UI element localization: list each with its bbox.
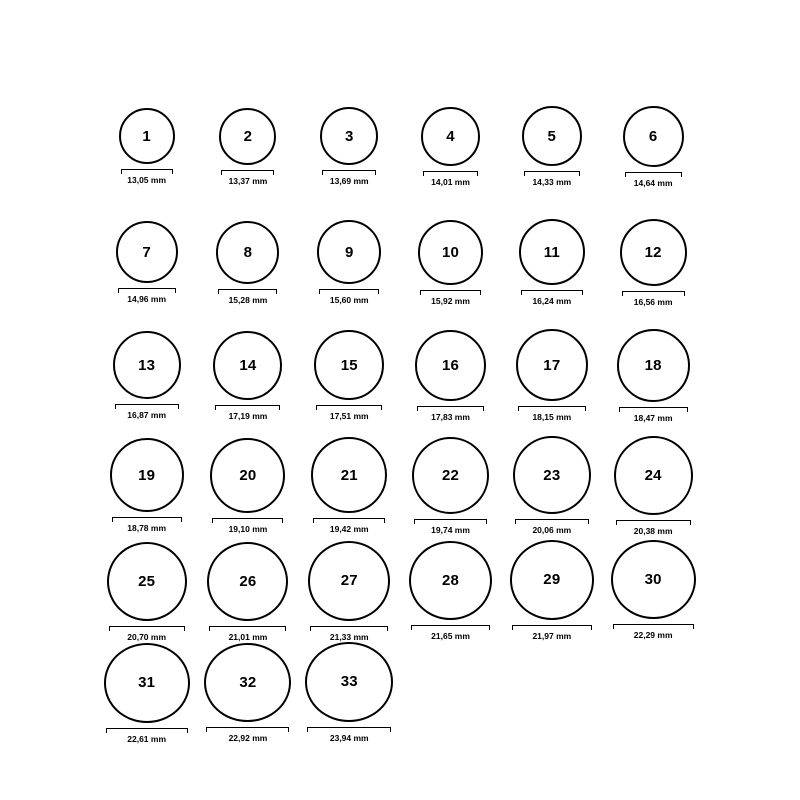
ring-diameter-label: 14,01 mm	[431, 176, 470, 187]
ring-measure	[524, 171, 580, 187]
ring-measure-bar	[112, 517, 182, 522]
ring-size-cell[interactable]	[400, 321, 501, 430]
ring-measure	[118, 288, 176, 304]
ring-circle	[107, 542, 187, 621]
ring-measure	[206, 727, 289, 743]
ring-diameter-label: 19,74 mm	[431, 524, 470, 535]
ring-diameter-label: 17,51 mm	[329, 411, 369, 421]
ring-measure-bar	[109, 626, 185, 631]
ring-measure	[109, 626, 185, 642]
ring-diameter-label: 21,65 mm	[431, 631, 470, 641]
ring-diameter-label: 14,33 mm	[532, 177, 572, 187]
ring-size-cell[interactable]	[602, 538, 703, 640]
ring-diameter-label: 17,83 mm	[431, 411, 470, 422]
ring-measure-bar	[518, 406, 586, 411]
ring-circle	[620, 219, 687, 286]
ring-size-number: 5	[547, 127, 557, 145]
ring-measure-bar	[313, 518, 385, 523]
ring-diameter-label: 21,97 mm	[532, 630, 572, 641]
ring-circle	[113, 331, 181, 399]
ring-measure	[616, 520, 691, 536]
ring-measure	[221, 170, 274, 186]
ring-diameter-label: 13,05 mm	[127, 175, 167, 185]
ring-measure	[215, 405, 280, 421]
ring-size-cell[interactable]	[400, 538, 501, 641]
ring-measure-bar	[307, 727, 391, 732]
ring-size-cell[interactable]	[197, 642, 298, 743]
ring-size-number: 12	[644, 243, 662, 261]
ring-size-grid	[96, 92, 704, 743]
ring-measure	[521, 290, 583, 306]
ring-measure	[209, 626, 286, 642]
ring-size-number: 15	[340, 356, 358, 374]
ring-circle	[216, 221, 279, 284]
ring-size-cell[interactable]	[96, 208, 197, 321]
ring-diameter-label: 18,47 mm	[633, 412, 673, 423]
ring-size-cell[interactable]	[501, 208, 602, 319]
ring-circle	[617, 329, 690, 402]
ring-size-cell[interactable]	[96, 642, 197, 743]
ring-size-cell[interactable]	[96, 431, 197, 538]
ring-diameter-label: 13,37 mm	[228, 175, 268, 186]
ring-measure-bar	[524, 171, 580, 176]
ring-size-number: 19	[138, 466, 156, 484]
ring-diameter-label: 21,33 mm	[329, 631, 369, 642]
ring-size-number: 4	[446, 127, 455, 145]
ring-measure-bar	[512, 625, 592, 630]
ring-size-cell[interactable]	[602, 208, 703, 319]
ring-size-cell[interactable]	[197, 431, 298, 538]
ring-measure	[212, 518, 283, 534]
ring-diameter-label: 22,92 mm	[228, 733, 268, 743]
ring-measure	[613, 624, 694, 640]
ring-diameter-label: 16,24 mm	[532, 296, 572, 306]
ring-measure	[518, 406, 586, 422]
ring-measure-bar	[515, 519, 589, 524]
ring-size-cell[interactable]	[96, 92, 197, 208]
ring-circle	[421, 107, 480, 166]
ring-measure-bar	[121, 169, 173, 174]
ring-size-cell[interactable]	[400, 208, 501, 320]
ring-measure-bar	[322, 170, 376, 175]
ring-size-number: 23	[543, 466, 561, 484]
ring-size-cell[interactable]	[197, 321, 298, 431]
ring-circle	[308, 541, 390, 621]
ring-size-number: 18	[644, 356, 662, 374]
ring-circle	[210, 438, 285, 513]
ring-circle	[513, 436, 591, 514]
ring-measure	[420, 290, 481, 306]
ring-circle	[614, 436, 693, 515]
ring-size-number: 6	[648, 127, 658, 145]
ring-size-cell[interactable]	[400, 92, 501, 207]
ring-measure	[307, 727, 391, 743]
ring-diameter-label: 15,92 mm	[431, 295, 470, 306]
ring-circle	[110, 438, 184, 512]
ring-diameter-label: 21,01 mm	[228, 631, 268, 642]
ring-diameter-label: 14,64 mm	[633, 177, 673, 188]
ring-circle	[305, 642, 393, 722]
ring-measure-bar	[316, 405, 382, 410]
ring-size-cell[interactable]	[299, 431, 400, 537]
ring-size-number: 21	[340, 466, 358, 484]
ring-size-cell[interactable]	[602, 92, 703, 206]
ring-measure	[313, 518, 385, 534]
ring-diameter-label: 18,78 mm	[127, 523, 167, 533]
ring-size-number: 8	[243, 243, 253, 261]
ring-circle	[516, 329, 588, 401]
ring-size-number: 3	[344, 127, 354, 145]
ring-size-cell[interactable]	[501, 321, 602, 429]
ring-circle	[519, 219, 585, 285]
ring-diameter-label: 16,87 mm	[127, 410, 167, 420]
ring-size-cell[interactable]	[299, 208, 400, 320]
ring-size-number: 14	[239, 356, 257, 374]
ring-measure	[310, 626, 388, 642]
ring-circle	[418, 220, 483, 285]
ring-measure-bar	[115, 404, 179, 409]
ring-size-number: 24	[644, 466, 662, 484]
ring-circle	[116, 221, 178, 283]
ring-measure	[423, 171, 478, 187]
ring-size-cell[interactable]	[96, 538, 197, 642]
ring-size-number: 1	[142, 127, 151, 145]
ring-size-number: 22	[441, 466, 460, 484]
ring-measure-bar	[206, 727, 289, 732]
ring-circle	[219, 108, 276, 165]
ring-measure	[316, 405, 382, 421]
ring-measure-bar	[414, 519, 487, 524]
ring-measure	[121, 169, 173, 185]
ring-diameter-label: 16,56 mm	[633, 296, 673, 307]
ring-size-cell[interactable]	[96, 321, 197, 431]
ring-measure-bar	[411, 625, 490, 630]
ring-measure	[625, 172, 682, 188]
ring-size-number: 13	[138, 356, 156, 374]
ring-size-cell[interactable]	[501, 538, 602, 640]
ring-diameter-label: 17,19 mm	[228, 410, 268, 421]
ring-measure-bar	[420, 290, 481, 295]
ring-measure-bar	[521, 290, 583, 295]
ring-diameter-label: 18,15 mm	[532, 412, 572, 422]
ring-diameter-label: 20,06 mm	[532, 525, 572, 535]
ring-measure-bar	[619, 407, 688, 412]
ring-circle	[415, 330, 486, 401]
ring-measure-bar	[106, 728, 188, 733]
ring-diameter-label: 19,10 mm	[228, 523, 268, 534]
ring-circle	[611, 540, 696, 620]
ring-size-number: 29	[543, 571, 561, 589]
ring-size-number: 33	[340, 673, 358, 691]
ring-size-number: 2	[243, 127, 253, 145]
ring-size-number: 9	[344, 243, 354, 261]
ring-circle	[204, 643, 291, 723]
ring-measure-bar	[616, 520, 691, 525]
ring-size-number: 20	[239, 466, 257, 484]
ring-size-number: 25	[138, 573, 156, 591]
ring-size-cell[interactable]	[299, 538, 400, 641]
ring-circle	[213, 331, 282, 400]
ring-measure	[319, 289, 379, 305]
ring-size-number: 17	[543, 356, 561, 374]
ring-measure-bar	[625, 172, 682, 177]
ring-size-number: 16	[441, 356, 460, 374]
ring-measure	[622, 291, 685, 307]
ring-measure	[411, 625, 490, 641]
ring-measure-bar	[218, 289, 277, 294]
ring-measure	[112, 517, 182, 533]
ring-size-cell[interactable]	[602, 431, 703, 536]
ring-circle	[522, 106, 582, 166]
ring-size-number: 11	[543, 243, 560, 261]
ring-measure-bar	[622, 291, 685, 296]
ring-size-cell[interactable]	[400, 431, 501, 537]
ring-size-cell[interactable]	[197, 208, 298, 321]
ring-circle	[623, 106, 684, 167]
ring-circle	[311, 437, 387, 513]
ring-diameter-label: 14,96 mm	[127, 294, 167, 304]
ring-circle	[104, 643, 190, 723]
ring-measure-bar	[209, 626, 286, 631]
ring-size-cell[interactable]	[602, 321, 703, 429]
ring-measure	[322, 170, 376, 186]
ring-measure	[417, 406, 484, 422]
ring-circle	[320, 107, 378, 165]
ring-size-number: 31	[138, 674, 156, 692]
ring-size-cell[interactable]	[501, 92, 602, 206]
ring-measure-bar	[319, 289, 379, 294]
ring-measure-bar	[310, 626, 388, 631]
ring-diameter-label: 20,70 mm	[127, 632, 167, 643]
ring-measure	[414, 519, 487, 535]
ring-size-number: 32	[239, 673, 257, 691]
ring-size-number: 26	[239, 572, 257, 590]
ring-diameter-label: 15,60 mm	[329, 295, 369, 305]
ring-measure-bar	[613, 624, 694, 629]
ring-diameter-label: 15,28 mm	[228, 294, 268, 305]
ring-measure-bar	[221, 170, 274, 175]
ring-circle	[207, 542, 288, 621]
ring-measure	[218, 289, 277, 305]
ring-diameter-label: 19,42 mm	[329, 524, 369, 534]
ring-size-cell[interactable]	[299, 321, 400, 430]
ring-measure	[515, 519, 589, 535]
ring-diameter-label: 13,69 mm	[329, 176, 369, 186]
ring-size-cell[interactable]	[197, 538, 298, 642]
ring-circle	[510, 540, 594, 620]
ring-circle	[314, 330, 384, 400]
ring-circle	[119, 108, 175, 164]
ring-size-number: 28	[441, 571, 460, 589]
ring-circle	[412, 437, 489, 514]
ring-diameter-label: 22,61 mm	[127, 733, 167, 744]
ring-measure-bar	[118, 288, 176, 293]
ring-measure-bar	[417, 406, 484, 411]
ring-size-cell[interactable]	[299, 642, 400, 742]
ring-measure	[106, 728, 188, 744]
ring-size-number: 10	[441, 243, 460, 261]
ring-measure-bar	[423, 171, 478, 176]
ring-size-cell[interactable]	[501, 431, 602, 536]
ring-size-cell[interactable]	[299, 92, 400, 207]
ring-size-number: 30	[644, 570, 662, 588]
ring-circle	[409, 541, 492, 621]
ring-measure	[512, 625, 592, 641]
ring-size-cell[interactable]	[197, 92, 298, 208]
ring-measure	[619, 407, 688, 423]
ring-measure-bar	[215, 405, 280, 410]
ring-measure	[115, 404, 179, 420]
ring-circle	[317, 220, 381, 284]
ring-measure-bar	[212, 518, 283, 523]
ring-diameter-label: 22,29 mm	[633, 630, 673, 640]
ring-size-number: 27	[340, 572, 358, 590]
ring-diameter-label: 20,38 mm	[633, 525, 673, 536]
ring-diameter-label: 23,94 mm	[329, 732, 369, 743]
ring-size-number: 7	[142, 243, 151, 261]
